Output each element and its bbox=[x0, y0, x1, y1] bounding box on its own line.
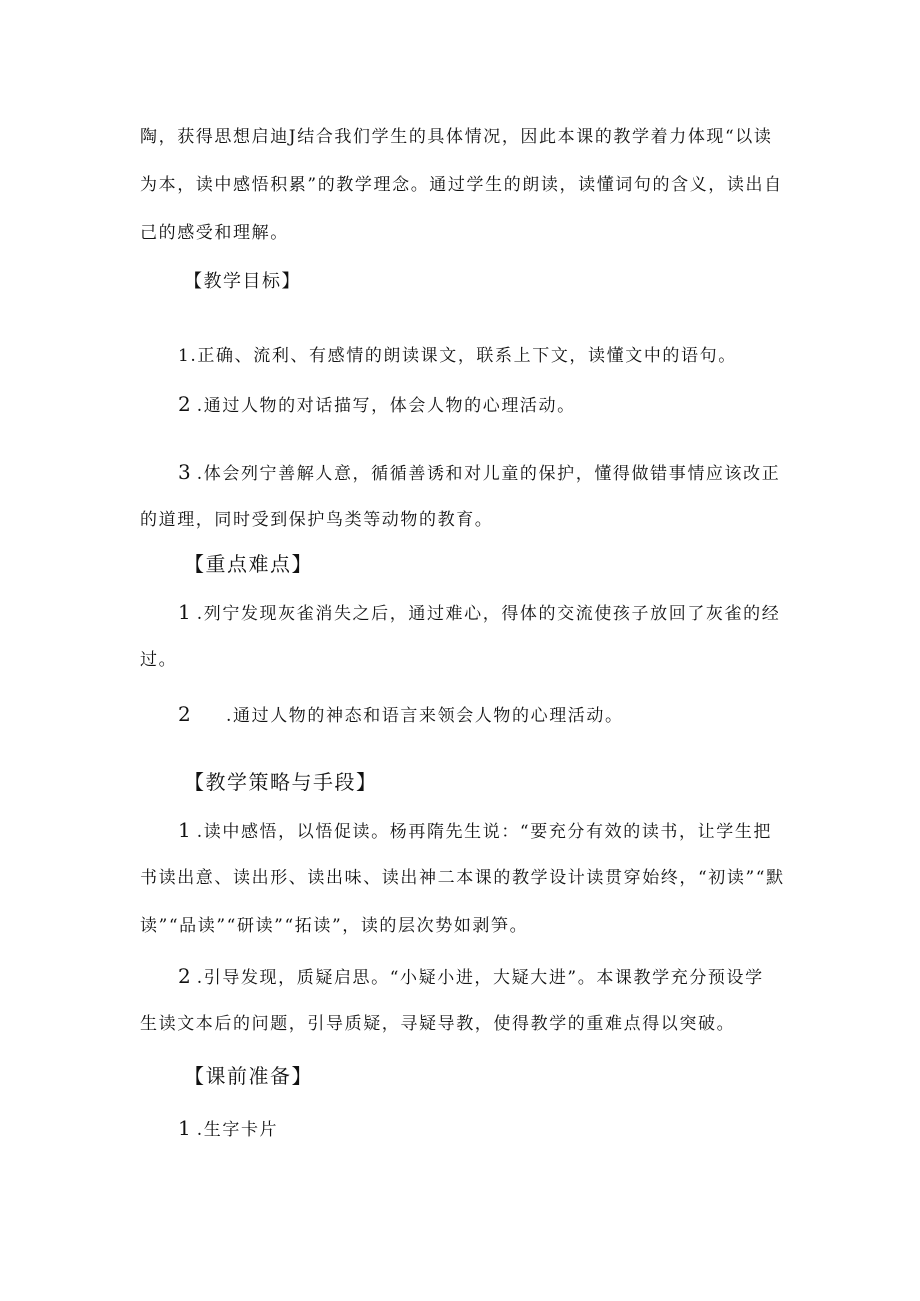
goal-item-2 bbox=[178, 392, 576, 418]
goal-item-3-line-2: 的道理，同时受到保护鸟类等动物的教育。 bbox=[140, 510, 494, 530]
intro-line-3: 己的感受和理解。 bbox=[140, 223, 289, 243]
key-point-item-1 bbox=[178, 600, 780, 626]
strategy-item-1-number: 1 bbox=[178, 818, 191, 842]
key-point-item-1-number: 1 bbox=[178, 600, 191, 624]
strategy-item-1-text-line-1: .读中感悟，以悟促读。杨再隋先生说：“要充分有效的读书，让学生把 bbox=[196, 822, 773, 842]
goal-item-2-number: 2 bbox=[178, 392, 191, 416]
key-point-item-2-number: 2 bbox=[178, 702, 193, 726]
key-point-item-1-line-2: 过。 bbox=[140, 650, 178, 670]
strategy-item-2-text-line-1: .引导发现，质疑启思。“小疑小进，大疑大进”。本课教学充分预设学 bbox=[196, 968, 764, 988]
strategy-item-2-number: 2 bbox=[178, 964, 191, 988]
heading-key-points: 【重点难点】 bbox=[184, 552, 313, 576]
strategy-item-2-line-2: 生读文本后的问题，引导质疑，寻疑导教，使得教学的重难点得以突破。 bbox=[140, 1014, 736, 1034]
goal-item-2-text: .通过人物的对话描写，体会人物的心理活动。 bbox=[196, 396, 576, 416]
heading-teaching-strategy: 【教学策略与手段】 bbox=[184, 770, 378, 794]
key-point-item-1-text-line-1: .列宁发现灰雀消失之后，通过难心，得体的交流使孩子放回了灰雀的经 bbox=[196, 604, 781, 624]
goal-item-3 bbox=[178, 460, 780, 486]
key-point-item-2 bbox=[178, 702, 624, 728]
intro-line-2: 为本，读中感悟积累”的教学理念。通过学生的朗读，读懂词句的含义，读出自 bbox=[140, 175, 783, 195]
prep-item-1 bbox=[178, 1116, 278, 1142]
key-point-item-2-text: .通过人物的神态和语言来领会人物的心理活动。 bbox=[226, 706, 624, 726]
heading-teaching-goals: 【教学目标】 bbox=[184, 271, 301, 292]
intro-line-1: 陶，获得思想启迪J结合我们学生的具体情况，因此本课的教学着力体现“以读 bbox=[140, 127, 773, 147]
prep-item-1-text: .生字卡片 bbox=[196, 1120, 279, 1140]
goal-item-3-text-line-1: .体会列宁善解人意，循循善诱和对儿童的保护，懂得做错事情应该改正 bbox=[196, 464, 781, 484]
strategy-item-1-line-2: 书读出意、读出形、读出味、读出神二本课的教学设计读贯穿始终，“初读”“默 bbox=[140, 868, 785, 888]
strategy-item-1 bbox=[178, 818, 772, 844]
goal-item-3-number: 3 bbox=[178, 460, 191, 484]
heading-class-preparation: 【课前准备】 bbox=[184, 1064, 313, 1088]
prep-item-1-number: 1 bbox=[178, 1116, 191, 1140]
strategy-item-1-line-3: 读”“品读”“研读”“拓读”，读的层次势如剥笋。 bbox=[140, 916, 529, 936]
strategy-item-2 bbox=[178, 964, 764, 990]
goal-item-1: 1.正确、流利、有感情的朗读课文，联系上下文，读懂文中的语句。 bbox=[178, 346, 737, 366]
